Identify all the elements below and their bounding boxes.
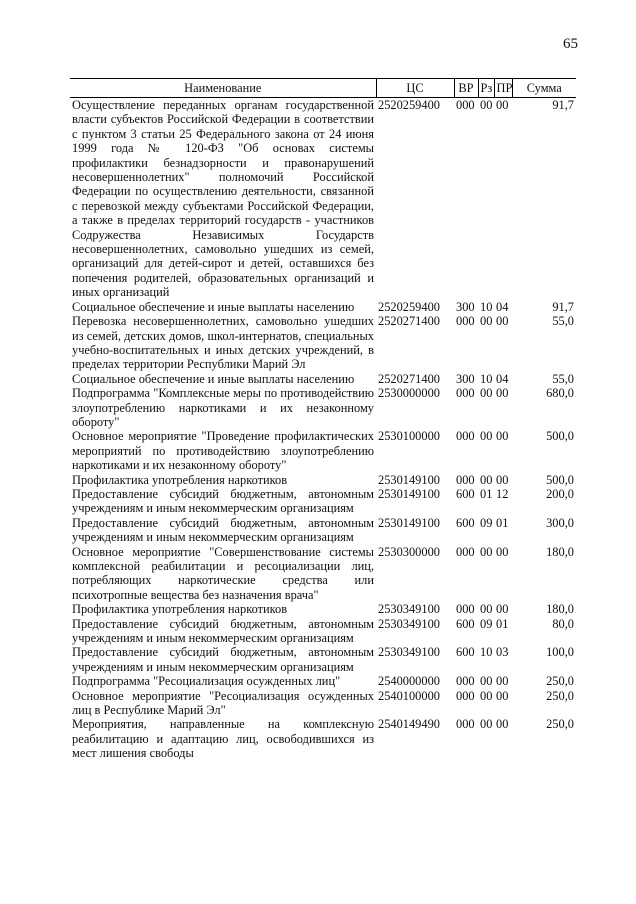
row-sum: 100,0 xyxy=(546,645,574,660)
row-sum: 300,0 xyxy=(546,515,574,530)
row-pr: 04 xyxy=(496,299,509,314)
row-vr: 000 xyxy=(456,429,475,444)
row-name: Перевозка несовершеннолетних, самовольно ушедших из семей, детских домов, школ-интернатов, специальных учебно-воспитательных и иных детских учреждений, в пределах территории Республики Марий Эл xyxy=(72,314,374,372)
table-row xyxy=(70,674,576,688)
row-cs: 2540149490 xyxy=(378,717,440,732)
row-vr: 600 xyxy=(456,645,475,660)
row-rz: 10 xyxy=(480,645,493,660)
row-pr: 01 xyxy=(496,515,509,530)
row-vr: 000 xyxy=(456,314,475,329)
table-row xyxy=(70,717,576,760)
header-rz: Рз xyxy=(478,79,494,98)
row-rz: 00 xyxy=(480,602,493,617)
row-name: Профилактика употребления наркотиков xyxy=(72,602,288,617)
row-vr: 000 xyxy=(456,386,475,401)
row-rz: 00 xyxy=(480,674,493,689)
row-cs: 2530149100 xyxy=(378,486,440,501)
row-vr: 600 xyxy=(456,616,475,631)
table-row xyxy=(70,300,576,314)
table-row xyxy=(70,314,576,372)
row-pr: 12 xyxy=(496,486,509,501)
row-cs: 2530100000 xyxy=(378,429,440,444)
table-row xyxy=(70,429,576,472)
row-sum: 91,7 xyxy=(552,98,574,112)
row-pr: 03 xyxy=(496,645,509,660)
row-pr: 00 xyxy=(496,688,509,703)
table-row xyxy=(70,545,576,603)
row-cs: 2530000000 xyxy=(378,386,440,401)
table-body xyxy=(70,98,576,761)
row-sum: 200,0 xyxy=(546,486,574,501)
header-pr: ПР xyxy=(494,79,512,98)
row-name: Социальное обеспечение и иные выплаты населению xyxy=(72,371,355,386)
row-pr: 00 xyxy=(496,674,509,689)
row-vr: 300 xyxy=(456,371,475,386)
row-sum: 91,7 xyxy=(552,299,574,314)
table-row xyxy=(70,602,576,616)
row-rz: 00 xyxy=(480,429,493,444)
row-name: Профилактика употребления наркотиков xyxy=(72,472,288,487)
row-vr: 000 xyxy=(456,472,475,487)
row-rz: 00 xyxy=(480,386,493,401)
row-sum: 500,0 xyxy=(546,472,574,487)
row-cs: 2520259400 xyxy=(378,98,440,112)
table-row xyxy=(70,372,576,386)
header-sum: Сумма xyxy=(512,79,576,98)
table-row xyxy=(70,689,576,718)
row-name: Мероприятия, направленные на комплексную реабилитацию и адаптацию лиц, освободившихся из мест лишения свободы xyxy=(72,717,374,761)
row-rz: 01 xyxy=(480,486,493,501)
row-rz: 09 xyxy=(480,616,493,631)
table-row xyxy=(70,98,576,300)
row-rz: 00 xyxy=(480,717,493,732)
row-name: Предоставление субсидий бюджетным, автономным учреждениям и иным некоммерческим организациям xyxy=(72,515,374,545)
row-name: Основное мероприятие "Ресоциализация осужденных лиц в Республике Марий Эл" xyxy=(72,688,374,718)
row-sum: 180,0 xyxy=(546,544,574,559)
row-sum: 180,0 xyxy=(546,602,574,617)
row-sum: 250,0 xyxy=(546,717,574,732)
row-pr: 04 xyxy=(496,371,509,386)
row-rz: 00 xyxy=(480,472,493,487)
row-cs: 2530149100 xyxy=(378,472,440,487)
table-row xyxy=(70,487,576,516)
row-cs: 2530149100 xyxy=(378,515,440,530)
row-pr: 00 xyxy=(496,386,509,401)
row-vr: 000 xyxy=(456,717,475,732)
row-name: Основное мероприятие "Проведение профилактических мероприятий по противодействию злоупотреблению наркотиками и их незаконному обороту" xyxy=(72,429,374,473)
row-vr: 000 xyxy=(456,602,475,617)
row-name: Предоставление субсидий бюджетным, автономным учреждениям и иным некоммерческим организациям xyxy=(72,486,374,516)
table-row xyxy=(70,645,576,674)
row-sum: 250,0 xyxy=(546,688,574,703)
row-vr: 000 xyxy=(456,544,475,559)
row-cs: 2530349100 xyxy=(378,602,440,617)
row-pr: 00 xyxy=(496,717,509,732)
budget-table xyxy=(70,78,576,761)
row-sum: 250,0 xyxy=(546,674,574,689)
table-row xyxy=(70,617,576,646)
header-vr: ВР xyxy=(454,79,478,98)
row-sum: 680,0 xyxy=(546,386,574,401)
row-rz: 00 xyxy=(480,688,493,703)
row-name: Подпрограмма "Ресоциализация осужденных лиц" xyxy=(72,674,341,689)
row-rz: 09 xyxy=(480,515,493,530)
row-vr: 000 xyxy=(456,688,475,703)
row-sum: 80,0 xyxy=(552,616,574,631)
row-cs: 2530349100 xyxy=(378,616,440,631)
row-cs: 2540100000 xyxy=(378,688,440,703)
row-cs: 2520271400 xyxy=(378,371,440,386)
row-cs: 2530349100 xyxy=(378,645,440,660)
row-sum: 55,0 xyxy=(552,314,574,329)
row-pr: 01 xyxy=(496,616,509,631)
row-rz: 00 xyxy=(480,544,493,559)
row-rz: 00 xyxy=(480,98,493,112)
row-pr: 00 xyxy=(496,602,509,617)
table-row xyxy=(70,473,576,487)
header-name: Наименование xyxy=(70,79,376,98)
row-name: Предоставление субсидий бюджетным, автономным учреждениям и иным некоммерческим организациям xyxy=(72,616,374,646)
row-name: Подпрограмма "Комплексные меры по противодействию злоупотреблению наркотиками и их незаконному обороту" xyxy=(72,386,374,429)
row-pr: 00 xyxy=(496,98,509,112)
row-pr: 00 xyxy=(496,429,509,444)
row-name: Предоставление субсидий бюджетным, автономным учреждениям и иным некоммерческим организациям xyxy=(72,645,374,674)
row-pr: 00 xyxy=(496,544,509,559)
page-number: 65 xyxy=(563,36,578,52)
row-sum: 500,0 xyxy=(546,429,574,444)
table-row xyxy=(70,516,576,545)
row-rz: 00 xyxy=(480,314,493,329)
table-row xyxy=(70,386,576,429)
header-cs: ЦС xyxy=(376,79,454,98)
row-name: Основное мероприятие "Совершенствование системы комплексной реабилитации и ресоциализации лиц, потребляющих наркотические средства или психотропные вещества без назначения врача" xyxy=(72,544,374,602)
row-name: Осуществление переданных органам государственной власти субъектов Российской Федерации в соответствии с пунктом 3 статьи 25 Федерального закона от 24 июня 1999 года № 120-ФЗ "Об основах системы профилактики безнадзорности и правонарушений несовершеннолетних" полномочий Российской Федерации по осуществлению деятельности, связанной с перевозкой между субъектами Российской Федерации, а также в пределах территорий государств - участников Содружества Независимых Государств несовершеннолетних, самовольно ушедших из семей, организаций для детей-сирот и детей, оставшихся без попечения родителей, образовательных организаций и иных организаций xyxy=(72,98,374,300)
row-vr: 000 xyxy=(456,674,475,689)
row-vr: 600 xyxy=(456,486,475,501)
row-pr: 00 xyxy=(496,472,509,487)
row-rz: 10 xyxy=(480,371,493,386)
table-header-row xyxy=(70,79,576,98)
row-pr: 00 xyxy=(496,314,509,329)
row-cs: 2540000000 xyxy=(378,674,440,689)
row-cs: 2530300000 xyxy=(378,544,440,559)
row-vr: 000 xyxy=(456,98,475,112)
row-name: Социальное обеспечение и иные выплаты населению xyxy=(72,299,355,314)
row-sum: 55,0 xyxy=(552,371,574,386)
row-cs: 2520259400 xyxy=(378,299,440,314)
row-cs: 2520271400 xyxy=(378,314,440,329)
row-vr: 300 xyxy=(456,299,475,314)
row-vr: 600 xyxy=(456,515,475,530)
row-rz: 10 xyxy=(480,299,493,314)
